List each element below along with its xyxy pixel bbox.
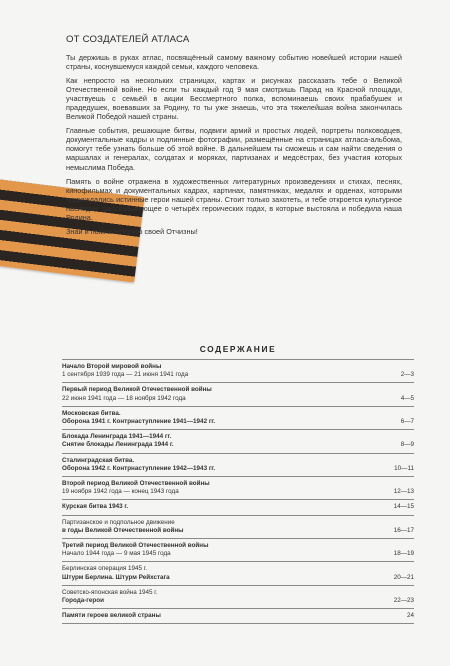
toc-entry[interactable] [62,608,414,624]
intro-section [66,34,402,241]
toc-entry-title: Московская битва. [62,409,121,417]
toc-entry-subtitle: 22 июня 1941 года — 18 ноября 1942 года [62,394,186,402]
toc-entry-subtitle: Начало 1944 года — 9 мая 1945 года [62,550,171,558]
toc-entry[interactable] [62,429,414,452]
toc-entry-subtitle: Оборона 1941 г. Контрнаступление 1941—1942 гг. [62,418,216,426]
toc-entry-pages: 12—13 [393,488,414,496]
toc-entry-pages: 14—15 [393,503,414,511]
toc-entry-subtitle: в годы Великой Отечественной войны [62,526,184,534]
toc-entry[interactable] [62,585,414,608]
toc-entry-title: Начало Второй мировой войны [62,363,162,370]
toc-entry-title: Берлинская операция 1945 г. [62,565,148,573]
intro-paragraph: Знай и помни историю своей Отчизны! [66,226,198,236]
toc-entry-subtitle: Штурм Берлина. Штурм Рейхстага [62,573,170,581]
toc-entry[interactable] [62,538,414,561]
toc-entry-title: Курская битва 1943 г. [62,503,129,511]
toc-entry-pages: 24 [406,612,414,620]
toc-entry-pages: 18—19 [393,550,414,558]
toc-entry[interactable] [62,359,414,382]
intro-paragraph: Ты держишь в руках атлас, посвящённый самому важному событию новейшей истории нашей страны, коснувшемуся каждой семьи, каждого человека. [66,53,402,72]
toc-title: СОДЕРЖАНИЕ [199,344,277,354]
toc-entry-title: Памяти героев великой страны [62,612,161,620]
toc-entry[interactable] [62,406,414,429]
toc-entry-title: Партизанское и подпольное движение [62,518,175,526]
toc-entry-title: Блокада Ленинграда 1941—1944 гг. [62,433,172,441]
toc-entry[interactable] [62,476,414,499]
toc-entry-title: Третий период Великой Отечественной войны [62,542,209,550]
toc-entry-pages: 6—7 [400,418,414,426]
toc-entry-pages: 16—17 [393,526,414,534]
table-of-contents [62,344,414,624]
toc-entry-subtitle: Города-герои [62,597,104,605]
toc-entry-pages: 8—9 [400,441,414,449]
toc-entry[interactable] [62,515,414,538]
toc-entry-title: Советско-японская война 1945 г. [62,588,158,596]
intro-paragraph: Как непросто на нескольких страницах, картах и рисунках рассказать тебе о Великой Отечественной войне. Но если ты каждый год 9 мая смотришь Парад на Красной площади, участвуешь с семьёй в акции Бессмертного полка, вспоминаешь своих прабабушек и прадедушек, воевавших за Родину, то ты уже знаешь, что эта тяжелейшая война закончилась Великой Победой нашей страны. [66,76,402,122]
toc-entry[interactable] [62,453,414,476]
toc-entry-subtitle: 1 сентября 1939 года — 21 июня 1941 года [62,371,189,379]
toc-entry-title: Первый период Великой Отечественной войны [62,386,212,394]
toc-entry-pages: 10—11 [394,464,414,472]
intro-paragraph: Память о войне отражена в художественных литературных произведениях и стихах, песнях, кинофильмах и документальных кадрах, картинах, памятниках, медалях и орденах, которыми награждались истинные герои нашей страны. Стоит только захотеть, и тебе откроется культурное наследие, рассказывающее о четырёх героических годах, в которые выстояла и победила наша Родина. [66,176,402,222]
intro-heading: ОТ СОЗДАТЕЛЕЙ АТЛАСА [66,34,190,45]
toc-entry[interactable] [62,499,414,514]
toc-entry[interactable] [62,561,414,584]
toc-entry-title: Сталинградская битва. [62,456,135,464]
toc-entry-subtitle: 19 ноября 1942 года — конец 1943 года [62,488,179,496]
toc-entry-subtitle: Снятие блокады Ленинграда 1944 г. [62,441,174,449]
toc-entry-pages: 22—23 [393,597,414,605]
toc-entry-pages: 4—5 [400,394,414,402]
toc-entry-title: Второй период Великой Отечественной войны [62,480,210,488]
intro-paragraph: Главные события, решающие битвы, подвиги армий и простых людей, портреты полководцев, документальные кадры и подлинные фотографии, размещённые на страницах атласа-альбома, помогут тебе узнать больше об этой войне. В дальнейшем ты сможешь и сам найти сведения о маршалах и генералах, солдатах и моряках, партизанах и медсёстрах, без участия которых немыслима Победа. [66,126,402,172]
toc-entry[interactable] [62,382,414,405]
toc-entry-pages: 2—3 [400,371,414,379]
toc-entry-subtitle: Оборона 1942 г. Контрнаступление 1942—1943 гг. [62,464,216,472]
toc-entry-pages: 20—21 [393,573,414,581]
